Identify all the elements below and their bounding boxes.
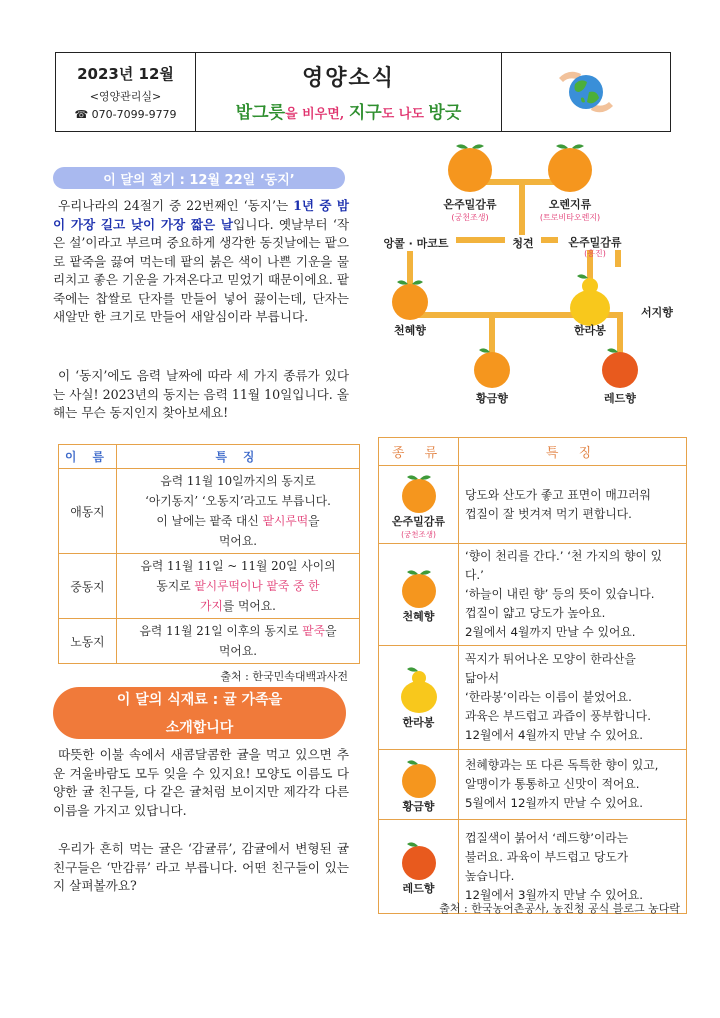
feature-text: 을 (325, 624, 337, 638)
food-banner-line: 소개합니다 (165, 720, 234, 736)
tree-label: 한라봉 (574, 324, 606, 337)
citrus-cell (379, 544, 459, 646)
food-text: 따뜻한 이불 속에서 새콤달콤한 귤을 먹고 있으면 추운 겨울바람도 모두 잊을 수 있지요! 모양도 이름도 다양한 귤 친구들, 다 같은 귤처럼 보이지만 제각각 다른 이름을 가지고 있답니다. (53, 747, 350, 818)
column-header: 특 징 (117, 445, 360, 469)
citrus-cell (379, 646, 459, 750)
desc-line: 12월에서 3월까지 만날 수 있어요. (465, 887, 644, 902)
feature-highlight: 가지 (200, 599, 223, 613)
page-title: 영양소식 (301, 66, 395, 91)
newsletter-header (55, 52, 671, 132)
feature-text: 이 날에는 팥죽 대신 (156, 514, 263, 528)
feature-line (121, 621, 355, 641)
orange-icon (394, 470, 444, 514)
citrus-name: 온주밀감류 (391, 514, 446, 528)
dongji-name: 애동지 (59, 469, 117, 554)
tree-label: 온주밀감류 (558, 234, 632, 250)
desc-line: 껍질색이 붉어서 ‘레드향’이라는 (465, 830, 629, 845)
table-row (379, 646, 687, 750)
hallabong-icon (394, 665, 444, 715)
table-row (379, 466, 687, 544)
feature-line: 음력 11월 10일까지의 동지로 (160, 474, 316, 488)
season-text: 입니다. 옛날부터 ‘작은 설’이라고 부르며 중요하게 생각한 동짓날에는 팥으로 팥죽을 끓여 먹는데 팥의 붉은 색이 나쁜 기운을 물리치고 좋은 기운을 가져온다고 믿었기 때문이에요. 팥죽에는 찹쌀로 단자를 만들어 넣어 끓이는데, 단자는 새알만 한 크기로 만들어 새알심이라 부릅니다. (53, 216, 350, 324)
citrus-name: 레드향 (402, 882, 435, 895)
desc-line: 꼭지가 튀어나온 모양이 한라산을 (465, 652, 636, 666)
orange-icon (392, 280, 428, 320)
table-row (59, 619, 360, 664)
feature-line (121, 511, 355, 531)
food-paragraph-2 (53, 840, 349, 896)
orange-icon (394, 755, 444, 799)
season-highlight: 1년 중 밤이 가장 길고 낮이 가장 짧은 날 (53, 198, 349, 232)
desc-line: 당도와 산도가 좋고 표면이 매끄러워 (465, 487, 651, 502)
column-header: 이 름 (59, 445, 117, 469)
season-paragraph-1 (53, 197, 349, 327)
desc-line: 껍질이 잘 벗겨져 먹기 편합니다. (465, 506, 632, 521)
column-header: 종 류 (379, 438, 459, 466)
tree-label: 레드향 (604, 392, 636, 405)
feature-line: 먹어요. (219, 644, 257, 658)
desc-line: 2월에서 4월까지 만날 수 있어요. (465, 625, 636, 639)
feature-text: 동지로 (156, 579, 195, 593)
table-row (59, 469, 360, 554)
phone-number: ☎ 070-7099-9779 (74, 108, 177, 121)
desc-line: ‘한라봉’이라는 이름이 붙었어요. (465, 690, 632, 704)
slogan-part: 방긋 (428, 103, 462, 123)
tree-label: 황금향 (476, 392, 508, 405)
redhyang-icon (602, 348, 638, 388)
slogan-part: 을 비우면, (285, 107, 349, 122)
tree-label: 오렌지류 (548, 198, 592, 211)
food-banner (53, 687, 346, 739)
citrus-name: 천혜향 (402, 610, 435, 623)
food-paragraph-1 (53, 746, 349, 820)
header-title-area (196, 53, 502, 131)
season-banner: 이 달의 절기 : 12월 22일 ‘동지’ (53, 167, 345, 189)
feature-line: ‘아기동지’ ‘오동지’라고도 부릅니다. (145, 494, 331, 508)
desc-line: 알맹이가 통통하고 신맛이 적어요. (465, 777, 640, 791)
citrus-name: 한라봉 (402, 716, 435, 729)
citrus-cell (379, 466, 459, 544)
citrus-source: 출처 : 한국농어촌공사, 농진청 공식 블로그 농다락 (439, 902, 680, 915)
table-row (379, 544, 687, 646)
slogan-part: 도 나도 (381, 107, 429, 122)
slogan-part: 밥그릇 (235, 103, 285, 123)
tree-label: 앙콜 · 마코트 (376, 235, 456, 251)
feature-highlight: 팥죽 (302, 624, 326, 638)
desc-line: 닮아서 (465, 671, 500, 685)
season-paragraph-2 (53, 367, 349, 423)
issue-date: 2023년 12월 (77, 65, 174, 83)
citrus-kinds-table (378, 437, 687, 914)
desc-line: ‘하늘이 내린 향’ 등의 뜻이 있습니다. (465, 587, 655, 601)
dongji-feature (117, 619, 360, 664)
feature-line (121, 576, 355, 596)
table-header-row (59, 445, 360, 469)
food-text: 우리가 흔히 먹는 귤은 ‘감귤류’, 감귤에서 변형된 귤 친구들은 ‘만감류’ 라고 부릅니다. 어떤 친구들이 있는지 살펴볼까요? (53, 841, 349, 893)
orange-icon (548, 144, 592, 192)
tree-sublabel: (궁천조생) (451, 213, 489, 222)
earth-hands-icon (502, 53, 670, 131)
column-header: 특 징 (459, 438, 687, 466)
season-text: 우리나라의 24절기 중 22번째인 ‘동지’는 (57, 198, 294, 213)
desc-line: 5월에서 12월까지 만날 수 있어요. (465, 796, 644, 810)
feature-line: 먹어요. (219, 534, 257, 548)
slogan (236, 98, 462, 123)
desc-line: 12월에서 4월까지 만날 수 있어요. (465, 728, 644, 742)
table-header-row (379, 438, 687, 466)
citrus-description (459, 544, 687, 646)
orange-icon (394, 565, 444, 609)
feature-highlight: 팥시루떡이나 팥죽 중 한 (194, 579, 320, 593)
citrus-description (459, 646, 687, 750)
slogan-part: 지구 (348, 103, 382, 123)
table-row (379, 750, 687, 820)
season-source: 출처 : 한국민속대백과사전 (220, 670, 348, 683)
hallabong-icon (570, 274, 610, 326)
citrus-family-tree (380, 140, 685, 415)
desc-line: 높습니다. (465, 868, 515, 883)
food-banner-line: 이 달의 식재료 : 귤 가족을 (116, 692, 283, 708)
feature-text: 음력 11월 21일 이후의 동지로 (139, 624, 303, 638)
desc-line: ‘향이 천리를 간다.’ ‘천 가지의 향이 있다.’ (465, 549, 663, 582)
dongji-name: 중동지 (59, 554, 117, 619)
citrus-cell (379, 750, 459, 820)
citrus-name: 황금향 (402, 800, 435, 813)
tree-label: 서지향 (641, 306, 673, 319)
tree-sublabel: (트로비타오렌지) (539, 213, 601, 222)
desc-line: 천혜향과는 또 다른 독특한 향이 있고, (465, 758, 659, 772)
tree-label: 천혜향 (394, 324, 426, 337)
dongji-name: 노동지 (59, 619, 117, 664)
office-name: <영양관리실> (89, 90, 162, 103)
tree-label: 청견 (505, 235, 541, 251)
season-text: 이 ‘동지’에도 음력 날짜에 따라 세 가지 종류가 있다는 사실! 2023년의 동지는 음력 11월 10일입니다. 올해는 무슨 동지인지 찾아보세요! (53, 368, 349, 420)
tree-sublabel: (흥진) (584, 249, 606, 258)
tree-label: 온주밀감류 (443, 198, 497, 211)
orange-icon (448, 144, 492, 192)
redhyang-icon (394, 837, 444, 881)
orange-icon (474, 348, 510, 388)
dongji-feature (117, 554, 360, 619)
feature-text: 을 (308, 514, 320, 528)
desc-line: 불러요. 과육이 부드럽고 당도가 (465, 849, 629, 864)
feature-highlight: 팥시루떡 (262, 514, 309, 528)
dongji-feature (117, 469, 360, 554)
table-row (59, 554, 360, 619)
feature-line (121, 596, 355, 616)
desc-line: 과육은 부드럽고 과즙이 풍부합니다. (465, 709, 651, 723)
citrus-description (459, 466, 687, 544)
desc-line: 껍질이 얇고 당도가 높아요. (465, 606, 606, 620)
citrus-subname: (궁천조생) (401, 529, 436, 539)
dongji-table (58, 444, 360, 664)
feature-text: 를 먹어요. (222, 599, 276, 613)
citrus-description (459, 750, 687, 820)
header-info (56, 53, 196, 131)
feature-line: 음력 11월 11일 ~ 11월 20일 사이의 (140, 559, 336, 573)
